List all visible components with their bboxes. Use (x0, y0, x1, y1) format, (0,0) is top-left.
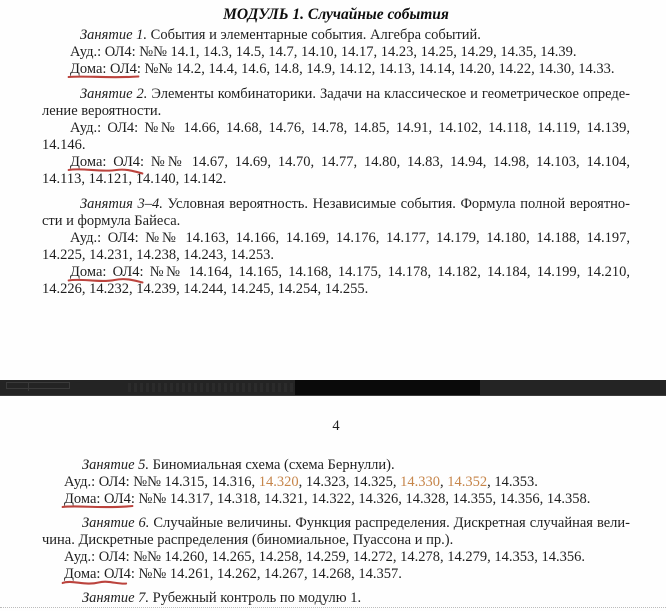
lesson-3-4-heading-wrap: сти и формула Байеса. (42, 213, 181, 229)
lesson-7-heading (42, 590, 630, 607)
page4-fragment (0, 418, 666, 607)
lesson-6-doma-line (42, 566, 630, 583)
doma-ol4-underlined (70, 61, 141, 77)
highlighted-number: 14.352 (447, 474, 488, 490)
lesson-1-label: Занятие 1. (80, 27, 148, 43)
lesson-6-aud-line: Ауд.: ОЛ4: №№ 14.260, 14.265, 14.258, 14.259, 14.272, 14.278, 14.279, 14.353, 14.356. (64, 549, 586, 565)
red-underline-mark (61, 578, 135, 588)
lesson-1-doma-line (42, 61, 630, 78)
lesson-2-heading-wrap: ление вероятности. (42, 103, 162, 119)
aud-numbers: , 14.323, 14.325, (298, 474, 401, 490)
lesson-3-4-topic: Условная вероятность. Независимые события. Формула полной вероятно- (162, 196, 630, 212)
lesson-1-aud-line: Ауд.: ОЛ4: №№ 14.1, 14.3, 14.5, 14.7, 14.10, 14.17, 14.23, 14.25, 14.29, 14.35, 14.39. (70, 44, 577, 60)
lesson-3-4-label: Занятия 3–4. (80, 196, 163, 212)
aud-numbers: , 14.353. (487, 474, 538, 490)
doma-label: Дома: ОЛ4: (70, 61, 141, 77)
lesson-6-topic: Случайные величины. Функция распределения. Дискретная случайная вели- (149, 515, 630, 531)
lesson-2-heading (42, 86, 630, 103)
doma-numbers: №№ 14.164, 14.165, 14.168, 14.175, 14.178, 14.182, 14.184, 14.199, 14.210, (143, 264, 630, 280)
module-title: МОДУЛЬ 1. Случайные события (223, 6, 449, 23)
doma-ol4-underlined (70, 264, 143, 280)
lesson-1-heading (42, 27, 630, 44)
red-underline-mark (67, 166, 144, 176)
lesson-6-heading-wrap: чина. Дискретные распределения (биномиальное, Пуассона и пр.). (42, 532, 454, 548)
lesson-3-4-doma-line (42, 264, 630, 281)
lesson-2-aud-wrap: 14.146. (42, 137, 86, 153)
divider-band-dark-segment (295, 380, 480, 396)
doma-numbers: №№ 14.317, 14.318, 14.321, 14.322, 14.326, 14.328, 14.355, 14.356, 14.358. (134, 491, 591, 507)
lesson-5-aud-line (42, 474, 630, 491)
divider-band-texture-mid (128, 383, 300, 392)
lesson-5-label: Занятие 5. (82, 457, 150, 473)
lesson-1-topic: События и элементарные события. Алгебра событий. (147, 27, 481, 43)
lesson-2-doma-wrap: 14.113, 14.121, 14.140, 14.142. (42, 171, 227, 187)
lesson-7-topic: Рубежный контроль по модулю 1. (149, 590, 362, 606)
aud-numbers: , (440, 474, 448, 490)
divider-band-texture-left (6, 382, 70, 389)
doma-ol4-underlined (64, 491, 135, 507)
doma-label: Дома: ОЛ4: (64, 566, 135, 582)
lesson-3-4-aud-line: Ауд.: ОЛ4: №№ 14.163, 14.166, 14.169, 14.176, 14.177, 14.179, 14.180, 14.188, 14.197, (70, 230, 630, 246)
doma-label: Дома: ОЛ4: (70, 154, 145, 170)
highlighted-number: 14.330 (400, 474, 441, 490)
lesson-2-aud-line: Ауд.: ОЛ4: №№ 14.66, 14.68, 14.76, 14.78, 14.85, 14.91, 14.102, 14.118, 14.119, 14.139, (70, 120, 630, 136)
page-number: 4 (332, 418, 340, 434)
lesson-2-label: Занятие 2. (80, 86, 148, 102)
lesson-6-heading (42, 515, 630, 532)
lesson-7-label: Занятие 7. (82, 590, 150, 606)
doma-label: Дома: ОЛ4: (70, 264, 144, 280)
aud-numbers: Ауд.: ОЛ4: №№ 14.315, 14.316, (64, 474, 259, 490)
red-underline-mark (67, 73, 141, 83)
lesson-3-4-aud-wrap: 14.225, 14.231, 14.238, 14.243, 14.253. (42, 247, 274, 263)
doma-label: Дома: ОЛ4: (64, 491, 135, 507)
doma-ol4-underlined (64, 566, 135, 582)
lesson-5-doma-line (42, 491, 630, 508)
doma-numbers: №№ 14.2, 14.4, 14.6, 14.8, 14.9, 14.12, 14.13, 14.14, 14.20, 14.22, 14.30, 14.33. (140, 61, 615, 77)
lesson-2-topic: Элементы комбинаторики. Задачи на классическое и геометрическое опреде- (147, 86, 630, 102)
red-underline-mark (67, 276, 143, 286)
doma-numbers: №№ 14.261, 14.262, 14.267, 14.268, 14.357. (134, 566, 402, 582)
divider-band-edge (0, 395, 666, 396)
red-underline-mark (61, 503, 135, 513)
divider-band-texture-bar (28, 382, 29, 391)
divider-band (0, 380, 666, 396)
highlighted-number: 14.320 (258, 474, 299, 490)
lesson-5-topic: Биномиальная схема (схема Бернулли). (149, 457, 395, 473)
lesson-5-heading (42, 457, 630, 474)
doma-ol4-underlined (70, 154, 144, 170)
lesson-2-doma-line (42, 154, 630, 171)
lesson-3-4-heading (42, 196, 630, 213)
doma-numbers: №№ 14.67, 14.69, 14.70, 14.77, 14.80, 14.83, 14.94, 14.98, 14.103, 14.104, (144, 154, 630, 170)
lesson-6-label: Занятие 6. (82, 515, 150, 531)
bottom-edge-line (0, 607, 666, 608)
lesson-3-4-doma-wrap: 14.226, 14.232, 14.239, 14.244, 14.245, 14.254, 14.255. (42, 281, 369, 297)
page3-fragment (0, 6, 666, 298)
